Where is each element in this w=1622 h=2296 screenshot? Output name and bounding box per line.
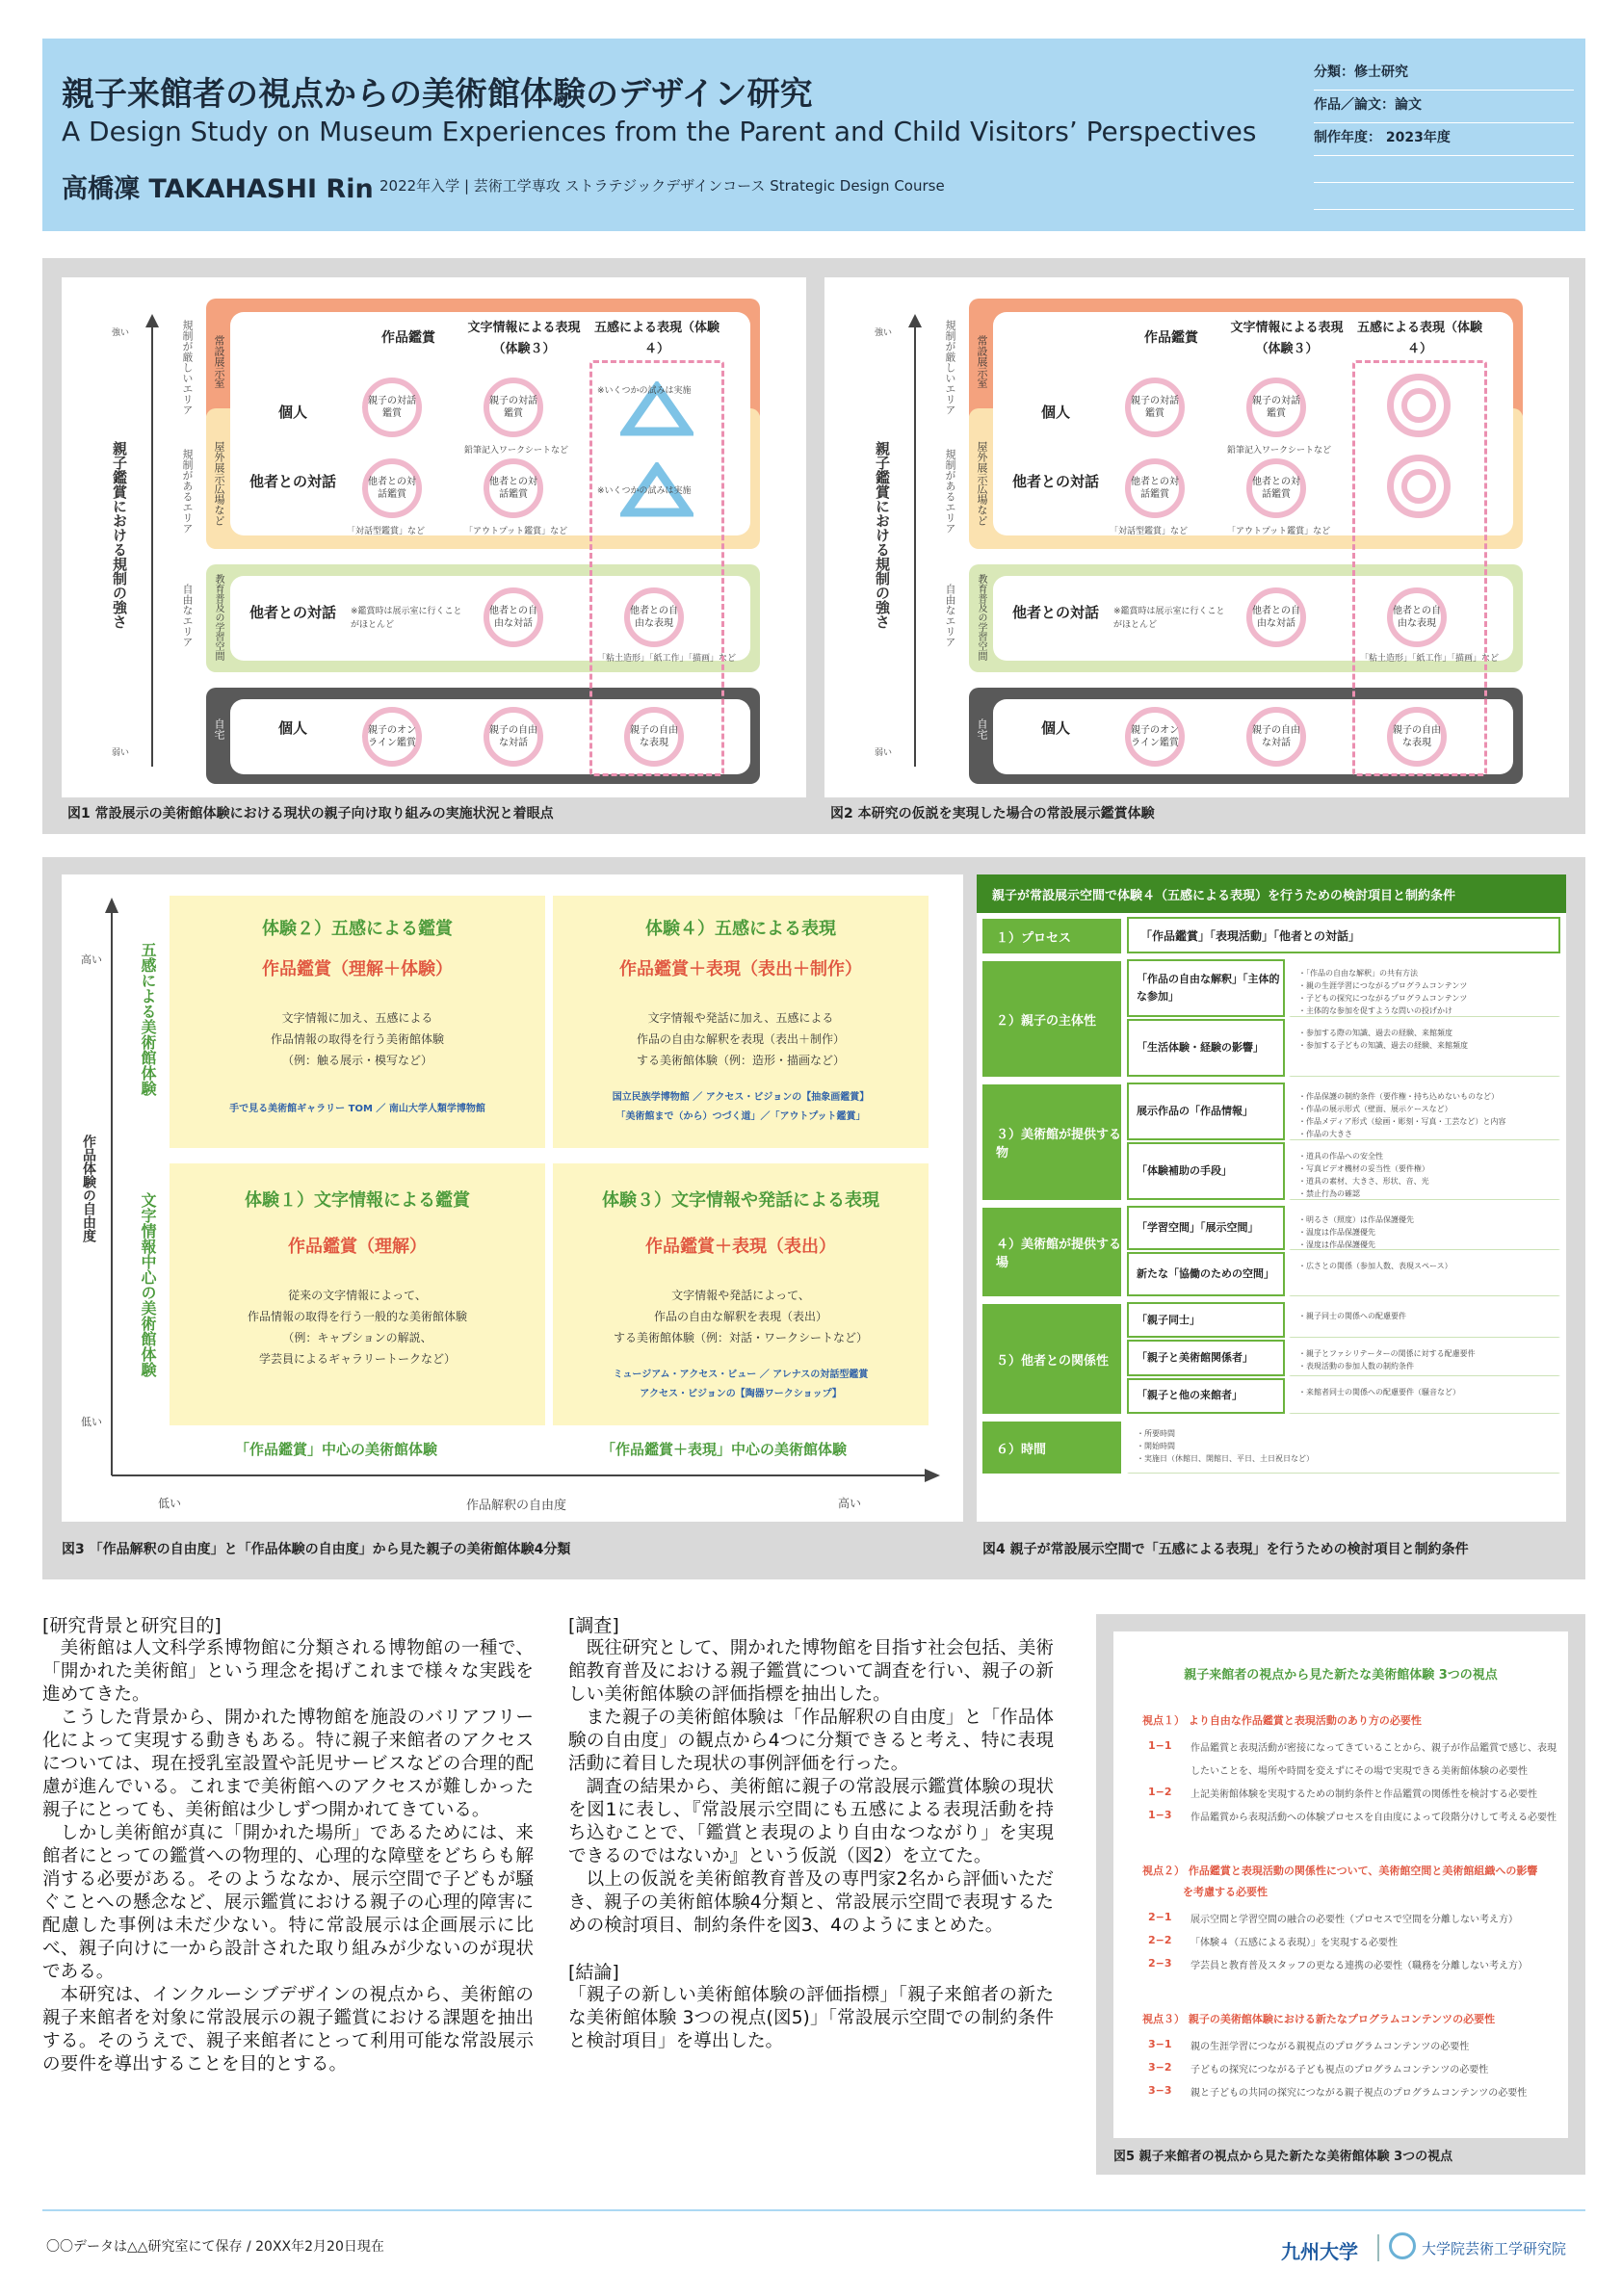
note-clay: 「粘土造形」「紙工作」「描画」など	[597, 654, 737, 664]
note-exhibit: ※鑑賞時は展示室に行くことがほとんど	[1113, 607, 1225, 630]
meta-category: 分類：修士研究	[1314, 58, 1574, 91]
quadrant-2	[170, 896, 545, 1148]
reg-strict: 規制が厳しいエリア	[944, 320, 956, 415]
fig1-caption: 図1 常設展示の美術館体験における現状の親子向け取り組みの実施状況と着眼点	[67, 806, 554, 822]
fig5-item-number: 2−1	[1148, 1911, 1172, 1923]
q2-body: 作品情報の取得を行う美術館体験	[270, 1032, 444, 1046]
circle: 他者との自由な表現	[1387, 587, 1447, 647]
x-high: 高い	[838, 1497, 862, 1510]
q2-example: 手で見る美術館ギャラリー TOM ／ 南山大学人類学博物館	[229, 1104, 485, 1114]
q2-body: （例：触る展示・模写など）	[281, 1054, 432, 1067]
note-some2: ※いくつかの試みは実施	[597, 486, 692, 496]
fig4-value-line: ・所要時間	[1137, 1429, 1175, 1438]
logo-design-faculty: 大学院芸術工学研究院	[1422, 2240, 1567, 2257]
circle: 他者との対話鑑賞	[484, 458, 543, 518]
meta-year: 制作年度： 2023年度	[1314, 123, 1574, 156]
paragraph: 美術館は人文科学系博物館に分類される博物館の一種で、「開かれた美術館」という理念を掲げこれまで様々な実践を進めてきた。	[42, 1638, 534, 1705]
figure-5	[1113, 1631, 1568, 2138]
figure-2	[824, 277, 1569, 797]
logo-kyushu: 九州大学	[1281, 2240, 1358, 2263]
area-outside: 屋外展示広場など	[976, 441, 988, 526]
fig5-item-text: 上記美術館体験を実現するための制約条件と作品鑑賞の関係性を検討する必要性	[1190, 1789, 1537, 1800]
area-home: 自宅	[976, 718, 988, 740]
circle: 親子の自由な表現	[624, 707, 684, 767]
row-individual: 個人	[1040, 404, 1070, 421]
area-gallery: 常設展示室	[213, 335, 225, 388]
note-worksheet: 鉛筆記入ワークシートなど	[1227, 446, 1332, 456]
fig4-value-line: ・「作品の自由な解釈」の共有方法	[1298, 969, 1418, 978]
area-edu: 教育普及の学習空間	[213, 574, 223, 661]
q1-title: 体験１）文字情報による鑑賞	[245, 1190, 470, 1211]
fig4-item-values	[1289, 959, 1560, 1017]
footer-divider	[42, 2209, 1585, 2211]
fig4-value-line: ・道具の作品への安全性	[1298, 1152, 1383, 1161]
note-output: 「アウトプット鑑賞」など	[1227, 527, 1331, 536]
q3-sub: 作品鑑賞＋表現（表出）	[645, 1237, 836, 1257]
fig4-table	[977, 917, 1566, 1518]
fig4-row-label: ６）時間	[981, 1420, 1123, 1475]
fig5-item-number: 2−2	[1148, 1934, 1172, 1946]
fig4-item-key: 「学習空間」「展示空間」	[1127, 1206, 1285, 1250]
fig4-value-line: ・親子とファシリテーターの関係に対する配慮要件	[1298, 1349, 1476, 1359]
paragraph: 「親子の新しい美術館体験の評価指標」「親子来館者の新たな美術館体験 3つの視点(図5)」「常設展示空間での制約条件と検討項目」を導出した。	[568, 1985, 1054, 2051]
label-weak: 弱い	[875, 748, 893, 758]
heading-survey: [調査]	[568, 1615, 619, 1636]
q4-body: 文字情報や発話に加え、五感による	[647, 1011, 834, 1025]
circle: 親子の自由な対話	[484, 707, 543, 767]
note-output: 「アウトプット鑑賞」など	[464, 527, 568, 536]
circle: 親子のオンライン鑑賞	[362, 707, 422, 767]
q4-title: 体験４）五感による表現	[645, 919, 836, 939]
fig4-value-line: ・道具の素材、大きさ、形状、音、光	[1298, 1177, 1429, 1186]
x-left-label: 「作品鑑賞」中心の美術館体験	[235, 1441, 438, 1458]
fig4-item-values	[1289, 1378, 1560, 1414]
fig4-value-line: ・作品メディア形式（絵画・彫刻・写真・工芸など）と内容	[1298, 1117, 1506, 1126]
fig5-body	[1113, 1631, 1568, 2138]
fig5-group-head: 視点３） 親子の美術館体験における新たなプログラムコンテンツの必要性	[1142, 2013, 1496, 2025]
column-1	[42, 1614, 534, 2076]
q1-sub: 作品鑑賞（理解）	[288, 1237, 427, 1257]
y-axis-label: 親子鑑賞における規制の強さ	[111, 441, 128, 629]
fig5-group-head: 視点１） より自由な作品鑑賞と表現活動のあり方の必要性	[1142, 1714, 1422, 1727]
reg-some: 規制があるエリア	[944, 449, 956, 534]
fig4-item-key: 「作品鑑賞」「表現活動」「他者との対話」	[1127, 917, 1560, 953]
meta-type: 作品／論文：論文	[1314, 91, 1574, 123]
col-appreciation: 作品鑑賞	[1144, 330, 1198, 346]
fig4-item-values	[1289, 1340, 1560, 1375]
x-axis-label: 作品解釈の自由度	[466, 1499, 567, 1513]
fig2-caption: 図2 本研究の仮説を実現した場合の常設展示鑑賞体験	[830, 806, 1155, 822]
reg-strict: 規制が厳しいエリア	[181, 320, 194, 415]
paragraph: 既往研究として、開かれた博物館を目指す社会包括、美術館教育普及における親子鑑賞について調査を行い、親子の新しい美術館体験の評価指標を抽出した。	[568, 1638, 1054, 1705]
note-some: ※いくつかの試みは実施	[597, 386, 692, 396]
fig4-item-values	[1127, 1420, 1560, 1474]
y-arrow-icon	[905, 314, 925, 767]
fig3-caption: 図3 「作品解釈の自由度」と「作品体験の自由度」から見た親子の美術館体験4分類	[62, 1542, 571, 1557]
paragraph: 本研究は、インクルーシブデザインの視点から、美術館の親子来館者を対象に常設展示の親子鑑賞における課題を抽出する。そのうえで、親子来館者にとって利用可能な常設展示の要件を導出することを目的とする。	[42, 1985, 534, 2074]
q4-example: 「美術館まで（から）つづく道」／「アウトプット鑑賞」	[615, 1111, 866, 1122]
fig5-item-text: 学芸員と教育普及スタッフの更なる連携の必要性（職務を分離しない考え方）	[1190, 1961, 1528, 1971]
heading-conclusion: [結論]	[568, 1962, 619, 1983]
reg-free: 自由なエリア	[181, 584, 194, 647]
q3-title: 体験３）文字情報や発話による表現	[602, 1190, 879, 1211]
y-low: 低い	[81, 1416, 102, 1428]
y-high: 高い	[81, 953, 102, 966]
area-outside: 屋外展示広場など	[213, 441, 225, 526]
fig4-title: 親子が常設展示空間で体験４（五感による表現）を行うための検討項目と制約条件	[977, 874, 1566, 913]
fig4-value-line: ・来館者同士の関係への配慮要件（騒音など）	[1298, 1387, 1460, 1396]
fig5-item-text: 親と子どもの共同の探究につながる親子視点のプログラムコンテンツの必要性	[1190, 2088, 1528, 2099]
fig4-value-line: ・参加する際の知識、過去の経験、来館頻度	[1298, 1029, 1452, 1037]
fig5-item-number: 3−3	[1148, 2084, 1172, 2097]
q2-title: 体験２）五感による鑑賞	[262, 919, 453, 939]
note-taiwa: 「対話型鑑賞」など	[1110, 527, 1189, 536]
col-text-expression: 文字情報による表現（体験３）	[467, 321, 581, 356]
fig5-group-head: 視点２） 作品鑑賞と表現活動の関係性について、美術館空間と美術館組織への影響	[1142, 1865, 1538, 1877]
label-strong: 強い	[875, 328, 893, 338]
fig4-item-values	[1289, 1083, 1560, 1140]
q2-body: 文字情報に加え、五感による	[281, 1011, 433, 1025]
fig4-value-line: ・写真ビデオ機材の妥当性（要件権）	[1298, 1164, 1429, 1173]
x-right-label: 「作品鑑賞＋表現」中心の美術館体験	[601, 1441, 848, 1458]
fig4-caption: 図4 親子が常設展示空間で「五感による表現」を行うための検討項目と制約条件	[982, 1542, 1469, 1557]
heading-background: [研究背景と研究目的]	[42, 1615, 222, 1636]
circle: 親子の対話鑑賞	[362, 378, 422, 437]
fig5-item-number: 3−1	[1148, 2038, 1172, 2050]
reg-some: 規制があるエリア	[181, 449, 194, 534]
circle: 他者との対話鑑賞	[1125, 458, 1185, 518]
affiliation: 2022年入学 | 芸術工学専攻 ストラテジックデザインコース Strategic Design Course	[379, 177, 945, 195]
fig5-item-text: 作品鑑賞から表現活動への体験プロセスを自由度によって段階分けして考える必要性	[1190, 1813, 1557, 1823]
col-senses-expression: 五感による表現（体験４）	[593, 321, 719, 356]
title-jp: 親子来館者の視点からの美術館体験のデザイン研究	[62, 75, 813, 114]
fig4-value-line: ・主体的な参加を促すような問いの投げかけ	[1298, 1006, 1452, 1015]
fig4-value-line: ・明るさ（照度）は作品保護優先	[1298, 1215, 1414, 1224]
fig4-value-line: ・湿度は作品保護優先	[1298, 1240, 1375, 1249]
circle: 親子の自由な表現	[1387, 707, 1447, 767]
q4-sub: 作品鑑賞＋表現（表出＋制作）	[619, 959, 862, 979]
fig5-caption: 図5 親子来館者の視点から見た新たな美術館体験 3つの視点	[1113, 2150, 1453, 2164]
paragraph: こうした背景から、開かれた博物館を施設のバリアフリー化によって実現する動きもある。特に親子来館者のアクセスについては、現在授乳室設置や託児サービスなどの合理的配慮が進んでいる。これまで美術館へのアクセスが難しかった親子にとっても、美術館は少しずつ開かれてきている。	[42, 1708, 534, 1820]
circle: 親子の対話鑑賞	[484, 378, 543, 437]
focus-dashed-box	[1352, 360, 1487, 776]
fig4-item-values	[1289, 1019, 1560, 1077]
figure-4	[977, 874, 1566, 1522]
fig5-item-text: 展示空間と学習空間の融合の必要性（プロセスで空間を分離しない考え方）	[1190, 1915, 1518, 1925]
fig5-item-number: 1−2	[1148, 1786, 1172, 1798]
note-exhibit: ※鑑賞時は展示室に行くことがほとんど	[351, 607, 462, 630]
q4-example: 国立民族学博物館 ／ アクセス・ビジョンの【抽象画鑑賞】	[612, 1092, 870, 1103]
emblem-icon	[1389, 2232, 1416, 2259]
fig4-value-line: ・開始時間	[1137, 1442, 1175, 1450]
q1-body: 学芸員によるギャラリートークなど）	[258, 1352, 456, 1366]
circle: 他者との対話鑑賞	[362, 458, 422, 518]
label-strong: 強い	[112, 328, 130, 338]
y-top-label: 五感による美術館体験	[139, 942, 157, 1096]
fig4-item-key: 「親子同士」	[1127, 1302, 1285, 1338]
fig4-item-key: 「生活体験・経験の影響」	[1127, 1019, 1285, 1077]
row-individual-home: 個人	[1040, 719, 1070, 737]
paragraph: 以上の仮説を美術館教育普及の専門家2名から評価いただき、親子の美術館体験4分類と、常設展示空間で表現するための検討項目、制約条件を図3、4のようにまとめた。	[568, 1869, 1054, 1936]
y-bottom-label: 文字情報中心の美術館体験	[139, 1192, 157, 1377]
fig4-item-key: 「作品の自由な解釈」「主体的な参加」	[1127, 959, 1285, 1017]
fig5-item-number: 1−1	[1148, 1739, 1172, 1752]
q3-example: ミュージアム・アクセス・ビュー ／ アレナスの対話型鑑賞	[613, 1370, 869, 1380]
circle: 他者との自由な対話	[1246, 587, 1306, 647]
fig4-row-label: ３）美術館が提供する物	[981, 1083, 1123, 1202]
circle: 他者との自由な表現	[624, 587, 684, 647]
fig5-item-number: 1−3	[1148, 1809, 1172, 1821]
q1-body: （例：キャプションの解説、	[282, 1331, 432, 1344]
fig4-item-key: 「親子と美術館関係者」	[1127, 1340, 1285, 1375]
fig4-item-key: 新たな「協働のための空間」	[1127, 1252, 1285, 1296]
y-arrow-icon	[102, 898, 121, 1475]
q4-body: する美術館体験（例：造形・描画など）	[636, 1054, 845, 1067]
quadrant-4	[553, 896, 929, 1148]
fig4-value-line: ・親の生涯学習につながるプログラムコンテンツ	[1298, 981, 1468, 990]
y-axis-label: 親子鑑賞における規制の強さ	[874, 441, 891, 629]
circle: 親子の対話鑑賞	[1246, 378, 1306, 437]
q3-body: する美術館体験（例：対話・ワークシートなど）	[613, 1331, 868, 1344]
fig5-item-text: 子どもの探究につながる子ども視点のプログラムコンテンツの必要性	[1190, 2065, 1489, 2075]
area-gallery: 常設展示室	[976, 335, 988, 388]
fig4-value-line: ・禁止行為の確認	[1298, 1189, 1360, 1198]
note-clay: 「粘土造形」「紙工作」「描画」など	[1360, 654, 1500, 664]
meta-panel	[1314, 58, 1574, 210]
fig4-value-line: ・作品保護の制約条件（要作権・持ち込めないものなど）	[1298, 1092, 1499, 1101]
area-home: 自宅	[213, 718, 225, 740]
y-arrow-icon	[143, 314, 162, 767]
q2-sub: 作品鑑賞（理解＋体験）	[262, 959, 453, 979]
quadrant-3	[553, 1163, 929, 1425]
circle: 他者との自由な対話	[484, 587, 543, 647]
fig4-value-line: ・広さとの関係（参加人数、表現スペース）	[1298, 1262, 1452, 1270]
fig4-item-values	[1289, 1252, 1560, 1296]
paragraph: しかし美術館が真に「開かれた場所」であるためには、来館者にとっての鑑賞への物理的、心理的な障壁をどちらも解消する必要がある。そのようななか、展示空間で子どもが騒ぐことへの懸念など、展示鑑賞における親子の心理的障害に配慮した事例は未だ少ない。特に常設展示は企画展示に比べ、親子向けに一から設計された取り組みが少ないのが現状である。	[42, 1823, 534, 1982]
q3-body: 作品の自由な解釈を表現（表出）	[653, 1310, 827, 1323]
q3-example: アクセス・ビジョンの【陶器ワークショップ】	[640, 1389, 842, 1399]
row-dialogue-edu: 他者との対話	[1012, 604, 1100, 621]
paragraph: また親子の美術館体験は「作品解釈の自由度」と「作品体験の自由度」の観点から4つに分類できると考え、特に表現活動に着目した現状の事例評価を行った。	[568, 1708, 1054, 1774]
q3-body: 文字情報や発話によって、	[671, 1289, 810, 1302]
fig4-value-line: ・参加する子どもの知識、過去の経験、来館頻度	[1298, 1041, 1468, 1050]
q4-body: 作品の自由な解釈を表現（表出＋制作）	[636, 1032, 845, 1046]
paragraph: 調査の結果から、美術館に親子の常設展示鑑賞体験の現状を図1に表し、『常設展示空間にも五感による表現活動を持ち込むことで、「鑑賞と表現のより自由なつながり」を実現できるのではないか』という仮説（図2）を立てた。	[568, 1777, 1054, 1866]
q1-body: 従来の文字情報によって、	[288, 1289, 427, 1302]
fig4-value-line: ・温度は作品保護優先	[1298, 1228, 1375, 1237]
label-weak: 弱い	[112, 748, 130, 758]
focus-dashed-box	[589, 360, 724, 776]
circle: 他者との対話鑑賞	[1246, 458, 1306, 518]
circle: 親子のオンライン鑑賞	[1125, 707, 1185, 767]
quadrant-1	[170, 1163, 545, 1425]
fig5-title: 親子来館者の視点から見た新たな美術館体験 3つの視点	[1184, 1668, 1498, 1683]
fig4-row-label: ４）美術館が提供する場	[981, 1206, 1123, 1298]
row-dialogue-edu: 他者との対話	[249, 604, 337, 621]
row-dialogue: 他者との対話	[1012, 473, 1100, 490]
x-arrow-icon	[102, 1466, 940, 1485]
logo-divider	[1377, 2234, 1379, 2261]
reg-free: 自由なエリア	[944, 584, 956, 647]
fig5-item-text: 作品鑑賞と表現活動が密接になってきていることから、親子が作品鑑賞で感じ、表現	[1190, 1743, 1557, 1754]
fig5-item-text: 親の生涯学習につながる親視点のプログラムコンテンツの必要性	[1190, 2042, 1470, 2052]
fig4-row-label: ２）親子の主体性	[981, 959, 1123, 1079]
fig4-item-values	[1289, 1302, 1560, 1338]
footer-note: 〇〇データは△△研究室にて保存 / 20XX年2月20日現在	[46, 2239, 384, 2255]
fig5-group-head: を考慮する必要性	[1183, 1886, 1268, 1898]
col-appreciation: 作品鑑賞	[381, 330, 435, 346]
circle: 親子の対話鑑賞	[1125, 378, 1185, 437]
row-individual-home: 個人	[277, 719, 307, 737]
note-taiwa: 「対話型鑑賞」など	[347, 527, 426, 536]
fig4-item-values	[1289, 1206, 1560, 1250]
fig4-value-line: ・作品の大きさ	[1298, 1130, 1352, 1138]
fig5-item-text: したいことを、場所や時間を変えずにその場で実現できる美術館体験の必要性	[1190, 1766, 1528, 1777]
fig4-item-key: 「体験補助の手段」	[1127, 1142, 1285, 1200]
q1-body: 作品情報の取得を行う一般的な美術館体験	[247, 1310, 467, 1323]
fig4-row-label: １）プロセス	[981, 917, 1123, 955]
fig4-row-label: ５）他者との関係性	[981, 1302, 1123, 1416]
x-low: 低い	[158, 1497, 182, 1510]
fig4-value-line: ・子どもの探究につながるプログラムコンテンツ	[1298, 994, 1468, 1003]
figure-3	[62, 874, 963, 1522]
fig4-item-key: 「親子と他の来館者」	[1127, 1378, 1285, 1414]
fig4-value-line: ・作品の展示形式（壁面、展示ケースなど）	[1298, 1105, 1452, 1113]
circle: 親子の自由な対話	[1246, 707, 1306, 767]
fig4-item-values	[1289, 1142, 1560, 1200]
fig5-item-number: 3−2	[1148, 2061, 1172, 2074]
fig4-value-line: ・実施日（休館日、開館日、平日、土日祝日など）	[1137, 1454, 1314, 1463]
row-individual: 個人	[277, 404, 307, 421]
row-dialogue: 他者との対話	[249, 473, 337, 490]
title-en: A Design Study on Museum Experiences from the Parent and Child Visitors’ Perspectives	[62, 116, 1257, 147]
header	[42, 39, 1585, 231]
fig4-value-line: ・表現活動の参加人数の制約条件	[1298, 1362, 1414, 1371]
y-axis-label: 作品体験の自由度	[81, 1135, 96, 1242]
fig4-value-line: ・親子同士の関係への配慮要件	[1298, 1312, 1406, 1320]
fig4-item-key: 展示作品の「作品情報」	[1127, 1083, 1285, 1140]
col-senses-expression: 五感による表現（体験４）	[1356, 321, 1482, 356]
fig5-item-text: 「体験４（五感による表現）」を実現する必要性	[1190, 1938, 1398, 1948]
author: 高橋凜 TAKAHASHI Rin	[62, 174, 374, 204]
col-text-expression: 文字情報による表現（体験３）	[1230, 321, 1344, 356]
figure-1	[62, 277, 806, 797]
area-edu: 教育普及の学習空間	[976, 574, 986, 661]
fig5-item-number: 2−3	[1148, 1957, 1172, 1970]
note-worksheet: 鉛筆記入ワークシートなど	[464, 446, 569, 456]
column-2	[568, 1614, 1054, 2053]
